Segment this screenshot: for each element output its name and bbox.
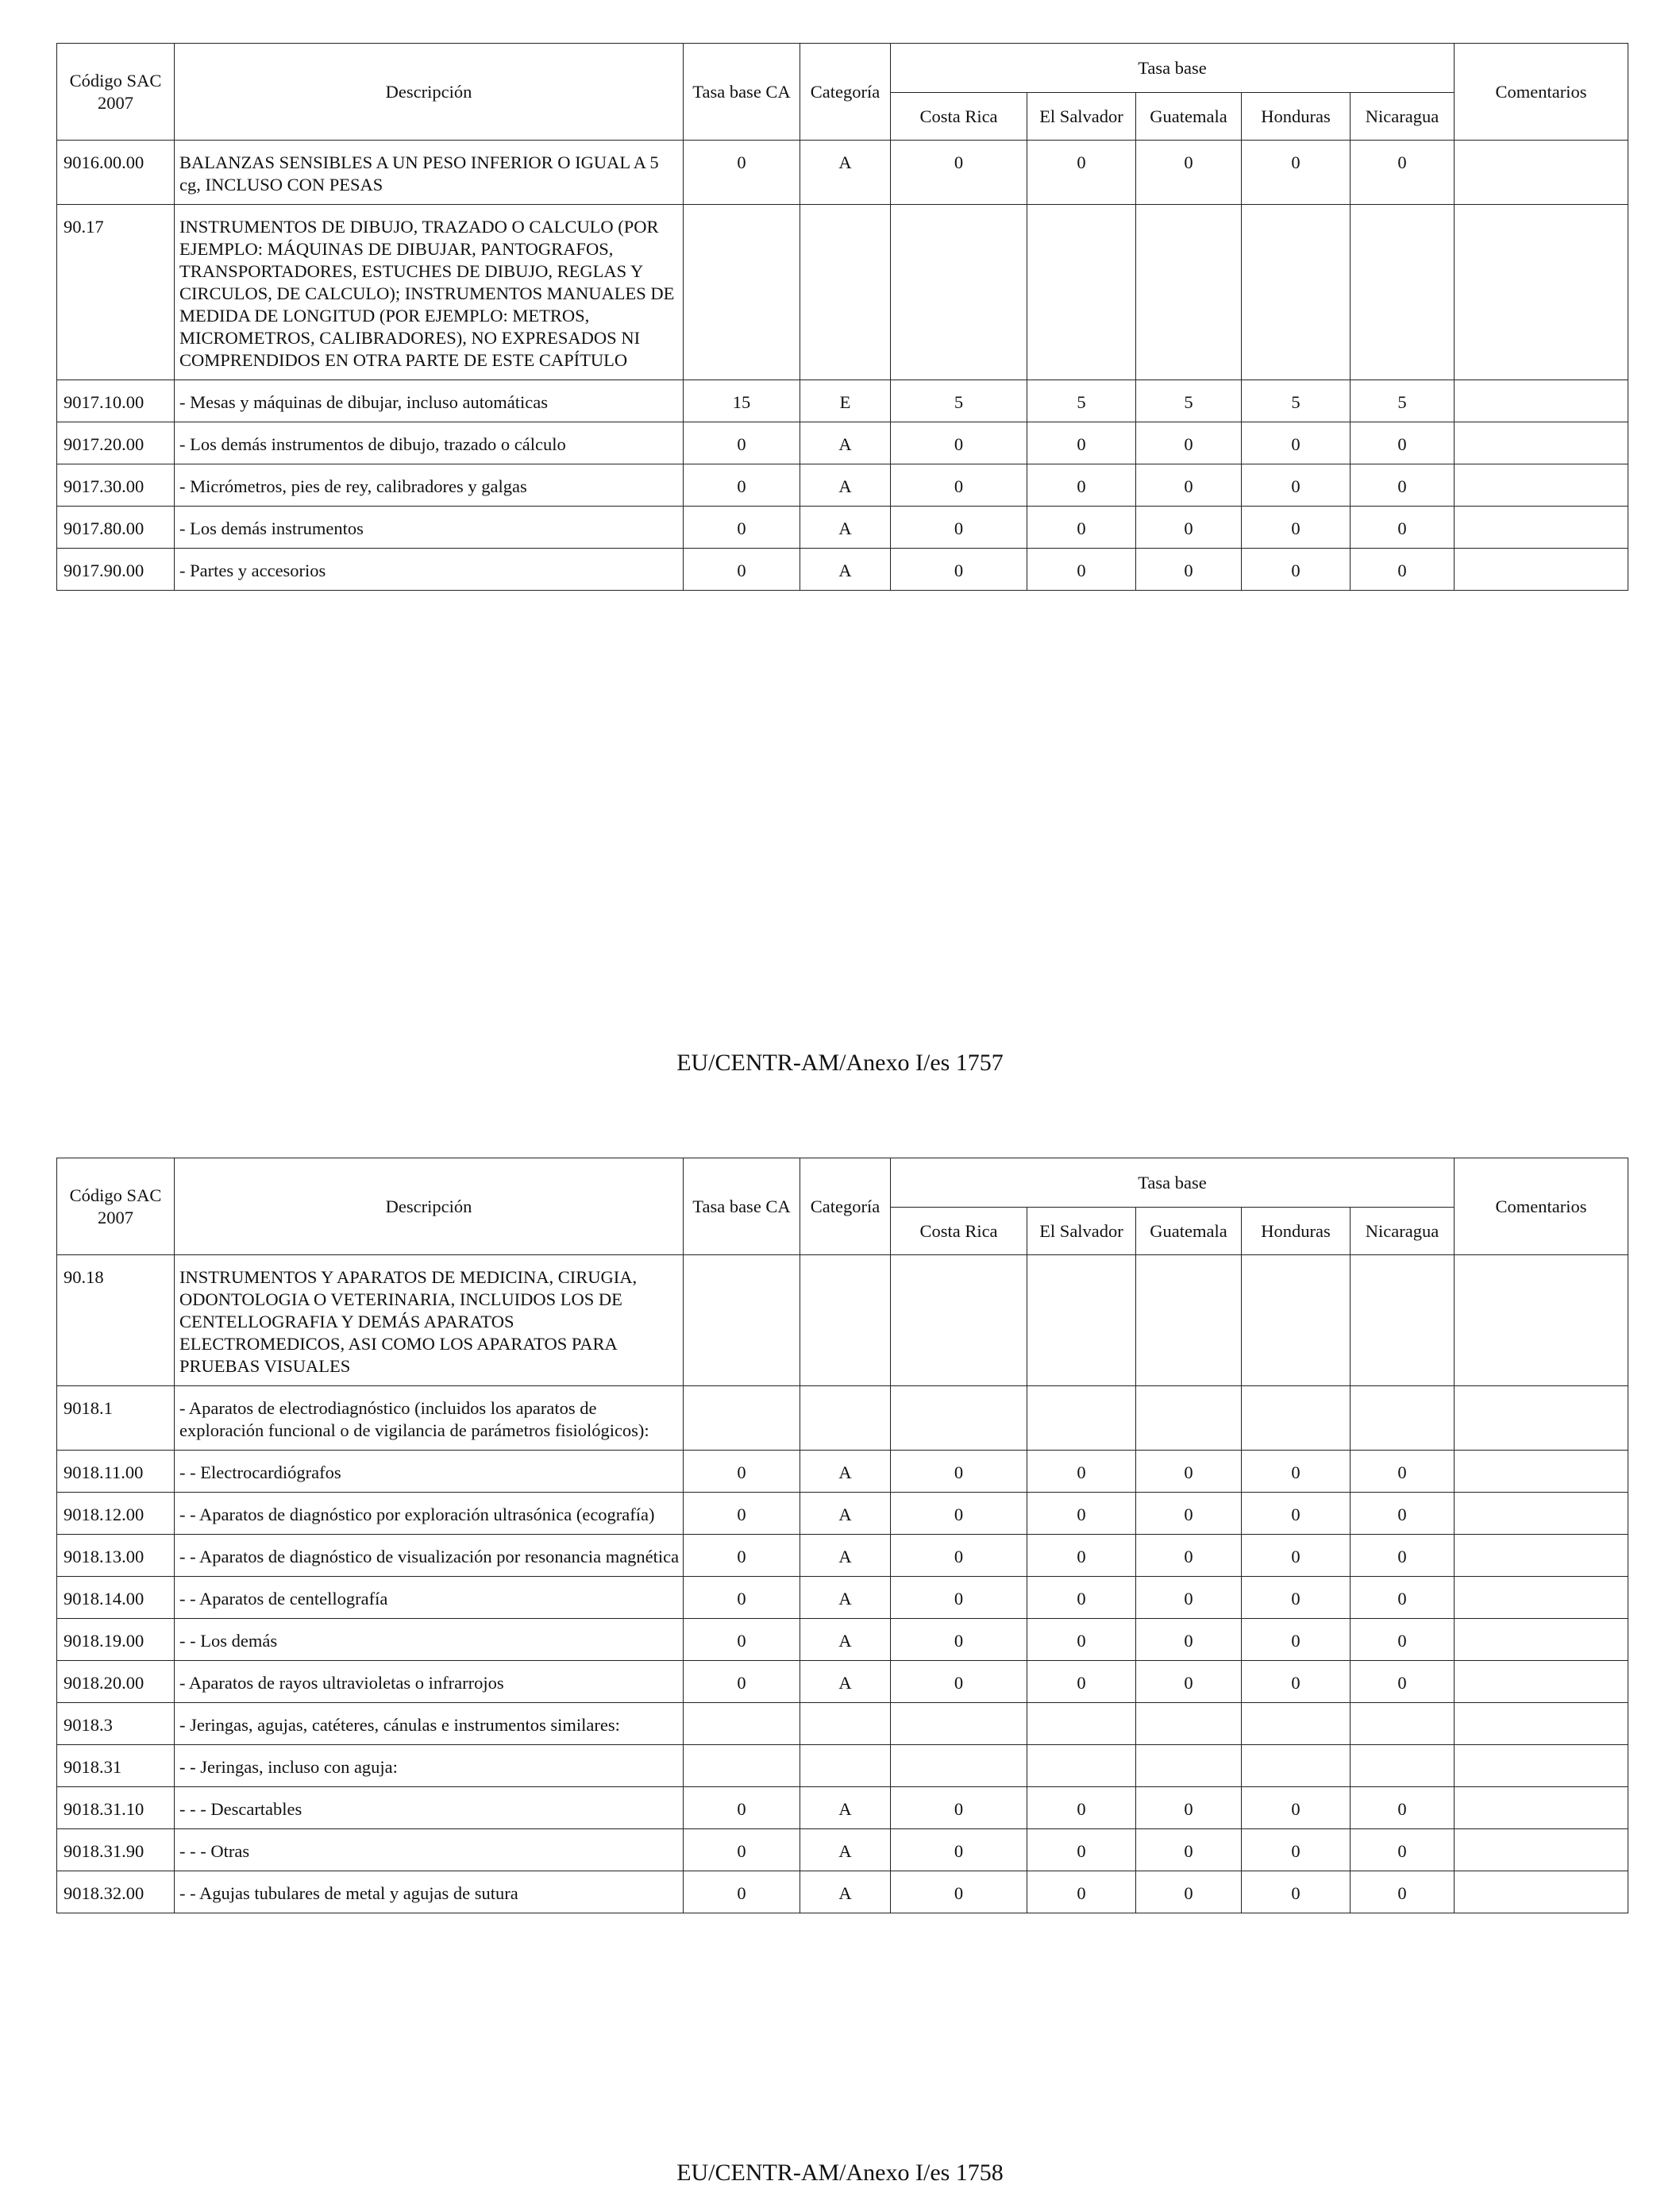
header-categoria: Categoría [800, 44, 891, 141]
tariff-table-page-1758 [56, 1158, 1628, 1913]
table-body [57, 1255, 1628, 1913]
cell-tasa-base-ca [684, 205, 800, 380]
cell-description: - Partes y accesorios [175, 549, 684, 591]
table-row [57, 1255, 1628, 1386]
cell-tasa-base-ca: 0 [684, 464, 800, 507]
cell-rate-nicaragua [1351, 205, 1455, 380]
header-country: Honduras [1242, 93, 1351, 141]
cell-description: - Micrómetros, pies de rey, calibradores y galgas [175, 464, 684, 507]
cell-tasa-base-ca: 0 [684, 1619, 800, 1661]
page-footer: EU/CENTR-AM/Anexo I/es 1758 [676, 2160, 1004, 2186]
cell-categoria: A [800, 1451, 891, 1493]
table-row [57, 1619, 1628, 1661]
cell-code: 9018.31.10 [57, 1787, 175, 1829]
cell-comentarios [1455, 464, 1628, 507]
cell-description: - Los demás instrumentos de dibujo, trazado o cálculo [175, 422, 684, 464]
cell-rate-nicaragua [1351, 1386, 1455, 1451]
cell-description: - - Agujas tubulares de metal y agujas de sutura [175, 1871, 684, 1913]
cell-rate-guatemala: 0 [1136, 464, 1242, 507]
cell-rate-honduras: 0 [1242, 1619, 1351, 1661]
cell-description: - Aparatos de electrodiagnóstico (incluidos los aparatos de exploración funcional o de vigilancia de parámetros fisiológicos): [175, 1386, 684, 1451]
cell-tasa-base-ca: 0 [684, 1577, 800, 1619]
cell-comentarios [1455, 1451, 1628, 1493]
cell-rate-costa-rica: 0 [891, 141, 1027, 205]
cell-rate-guatemala: 0 [1136, 549, 1242, 591]
cell-categoria: A [800, 549, 891, 591]
header-comentarios: Comentarios [1455, 1158, 1628, 1255]
cell-code: 9017.80.00 [57, 507, 175, 549]
table-row [57, 380, 1628, 422]
cell-description: - - - Otras [175, 1829, 684, 1871]
cell-comentarios [1455, 1745, 1628, 1787]
table-row [57, 1871, 1628, 1913]
cell-rate-el-salvador: 0 [1027, 422, 1136, 464]
cell-rate-honduras: 0 [1242, 1829, 1351, 1871]
cell-rate-nicaragua: 0 [1351, 1787, 1455, 1829]
cell-rate-nicaragua: 0 [1351, 464, 1455, 507]
cell-rate-honduras [1242, 1255, 1351, 1386]
cell-rate-guatemala: 0 [1136, 1535, 1242, 1577]
cell-categoria: A [800, 507, 891, 549]
cell-tasa-base-ca: 0 [684, 1661, 800, 1703]
cell-code: 9017.30.00 [57, 464, 175, 507]
cell-code: 9017.20.00 [57, 422, 175, 464]
cell-rate-guatemala [1136, 1703, 1242, 1745]
table-row [57, 1451, 1628, 1493]
cell-categoria: A [800, 1535, 891, 1577]
cell-tasa-base-ca: 0 [684, 1829, 800, 1871]
cell-rate-guatemala [1136, 1745, 1242, 1787]
cell-rate-costa-rica: 0 [891, 1451, 1027, 1493]
cell-tasa-base-ca [684, 1386, 800, 1451]
cell-comentarios [1455, 1535, 1628, 1577]
cell-rate-el-salvador: 0 [1027, 1619, 1136, 1661]
cell-rate-nicaragua: 0 [1351, 1661, 1455, 1703]
cell-tasa-base-ca: 0 [684, 1871, 800, 1913]
cell-tasa-base-ca: 0 [684, 549, 800, 591]
cell-rate-costa-rica: 0 [891, 422, 1027, 464]
cell-tasa-base-ca: 0 [684, 422, 800, 464]
cell-categoria [800, 205, 891, 380]
cell-comentarios [1455, 380, 1628, 422]
cell-rate-el-salvador: 0 [1027, 1535, 1136, 1577]
cell-rate-costa-rica: 0 [891, 1871, 1027, 1913]
header-country: Guatemala [1136, 1208, 1242, 1255]
cell-rate-costa-rica [891, 1386, 1027, 1451]
cell-description: - - Aparatos de diagnóstico por exploración ultrasónica (ecografía) [175, 1493, 684, 1535]
cell-categoria [800, 1745, 891, 1787]
cell-categoria: A [800, 141, 891, 205]
table-row [57, 1535, 1628, 1577]
cell-rate-el-salvador [1027, 1703, 1136, 1745]
cell-categoria: E [800, 380, 891, 422]
cell-rate-nicaragua [1351, 1255, 1455, 1386]
cell-code: 9018.3 [57, 1703, 175, 1745]
cell-rate-el-salvador: 0 [1027, 1661, 1136, 1703]
cell-rate-guatemala: 5 [1136, 380, 1242, 422]
cell-rate-nicaragua: 0 [1351, 1619, 1455, 1661]
cell-rate-nicaragua [1351, 1703, 1455, 1745]
cell-tasa-base-ca [684, 1703, 800, 1745]
cell-rate-honduras: 0 [1242, 507, 1351, 549]
cell-rate-honduras: 0 [1242, 549, 1351, 591]
cell-description: - - Aparatos de centellografía [175, 1577, 684, 1619]
table-row [57, 549, 1628, 591]
cell-comentarios [1455, 1703, 1628, 1745]
cell-rate-honduras: 0 [1242, 1661, 1351, 1703]
cell-categoria: A [800, 1619, 891, 1661]
cell-rate-nicaragua: 5 [1351, 380, 1455, 422]
cell-rate-el-salvador: 0 [1027, 141, 1136, 205]
table-row [57, 1745, 1628, 1787]
header-descripcion: Descripción [175, 44, 684, 141]
cell-tasa-base-ca [684, 1745, 800, 1787]
cell-tasa-base-ca: 0 [684, 1451, 800, 1493]
cell-categoria: A [800, 1787, 891, 1829]
cell-rate-costa-rica: 0 [891, 1787, 1027, 1829]
cell-rate-el-salvador: 0 [1027, 464, 1136, 507]
cell-code: 90.17 [57, 205, 175, 380]
cell-description: - Mesas y máquinas de dibujar, incluso automáticas [175, 380, 684, 422]
header-country: Costa Rica [891, 1208, 1027, 1255]
cell-rate-guatemala: 0 [1136, 1871, 1242, 1913]
tariff-table-page-1757 [56, 43, 1628, 591]
cell-rate-nicaragua: 0 [1351, 1871, 1455, 1913]
cell-description: - - Electrocardiógrafos [175, 1451, 684, 1493]
cell-rate-costa-rica [891, 1255, 1027, 1386]
cell-rate-costa-rica: 0 [891, 549, 1027, 591]
header-categoria: Categoría [800, 1158, 891, 1255]
cell-code: 90.18 [57, 1255, 175, 1386]
cell-tasa-base-ca: 0 [684, 141, 800, 205]
cell-categoria: A [800, 422, 891, 464]
cell-code: 9018.32.00 [57, 1871, 175, 1913]
cell-categoria [800, 1255, 891, 1386]
cell-code: 9017.90.00 [57, 549, 175, 591]
cell-comentarios [1455, 1787, 1628, 1829]
cell-rate-guatemala: 0 [1136, 1493, 1242, 1535]
cell-comentarios [1455, 1493, 1628, 1535]
cell-rate-guatemala: 0 [1136, 141, 1242, 205]
cell-rate-nicaragua: 0 [1351, 1493, 1455, 1535]
cell-code: 9017.10.00 [57, 380, 175, 422]
table-body [57, 141, 1628, 591]
cell-tasa-base-ca: 0 [684, 1535, 800, 1577]
table-row [57, 141, 1628, 205]
cell-description: INSTRUMENTOS Y APARATOS DE MEDICINA, CIRUGIA, ODONTOLOGIA O VETERINARIA, INCLUIDOS LOS DE CENTELLOGRAFIA Y DEMÁS APARATOS ELECTROMEDICOS, ASI COMO LOS APARATOS PARA PRUEBAS VISUALES [175, 1255, 684, 1386]
cell-rate-honduras: 0 [1242, 141, 1351, 205]
cell-comentarios [1455, 507, 1628, 549]
table-row [57, 1493, 1628, 1535]
cell-description: INSTRUMENTOS DE DIBUJO, TRAZADO O CALCULO (POR EJEMPLO: MÁQUINAS DE DIBUJAR, PANTOGRAFOS, TRANSPORTADORES, ESTUCHES DE DIBUJO, REGLAS Y CIRCULOS, DE CALCULO); INSTRUMENTOS MANUALES DE MEDIDA DE LONGITUD (POR EJEMPLO: METROS, MICROMETROS, CALIBRADORES), NO EXPRESADOS NI COMPRENDIDOS EN OTRA PARTE DE ESTE CAPÍTULO [175, 205, 684, 380]
cell-comentarios [1455, 1386, 1628, 1451]
cell-tasa-base-ca [684, 1255, 800, 1386]
cell-comentarios [1455, 549, 1628, 591]
cell-code: 9016.00.00 [57, 141, 175, 205]
header-tasa-base-ca: Tasa base CA [684, 44, 800, 141]
cell-rate-honduras: 0 [1242, 464, 1351, 507]
header-codigo: Código SAC 2007 [57, 1158, 175, 1255]
cell-rate-costa-rica: 0 [891, 1493, 1027, 1535]
cell-rate-costa-rica [891, 205, 1027, 380]
cell-code: 9018.31.90 [57, 1829, 175, 1871]
cell-rate-nicaragua: 0 [1351, 1829, 1455, 1871]
cell-categoria: A [800, 1493, 891, 1535]
cell-description: - - - Descartables [175, 1787, 684, 1829]
cell-comentarios [1455, 1577, 1628, 1619]
cell-code: 9018.1 [57, 1386, 175, 1451]
cell-rate-costa-rica: 0 [891, 1577, 1027, 1619]
cell-description: BALANZAS SENSIBLES A UN PESO INFERIOR O IGUAL A 5 cg, INCLUSO CON PESAS [175, 141, 684, 205]
table-row [57, 1703, 1628, 1745]
cell-code: 9018.11.00 [57, 1451, 175, 1493]
cell-description: - - Aparatos de diagnóstico de visualización por resonancia magnética [175, 1535, 684, 1577]
cell-rate-el-salvador: 5 [1027, 380, 1136, 422]
cell-rate-guatemala: 0 [1136, 1661, 1242, 1703]
table-row [57, 1787, 1628, 1829]
cell-rate-costa-rica [891, 1703, 1027, 1745]
header-tasa-base-ca: Tasa base CA [684, 1158, 800, 1255]
header-country: Nicaragua [1351, 1208, 1455, 1255]
cell-description: - - Los demás [175, 1619, 684, 1661]
cell-comentarios [1455, 422, 1628, 464]
cell-rate-guatemala: 0 [1136, 1577, 1242, 1619]
header-country: Guatemala [1136, 93, 1242, 141]
cell-rate-costa-rica: 0 [891, 507, 1027, 549]
cell-rate-guatemala: 0 [1136, 1829, 1242, 1871]
cell-rate-nicaragua: 0 [1351, 549, 1455, 591]
cell-rate-costa-rica: 0 [891, 1661, 1027, 1703]
cell-tasa-base-ca: 0 [684, 507, 800, 549]
cell-rate-honduras: 0 [1242, 1577, 1351, 1619]
header-country: Costa Rica [891, 93, 1027, 141]
cell-rate-honduras: 5 [1242, 380, 1351, 422]
cell-rate-el-salvador: 0 [1027, 1577, 1136, 1619]
cell-rate-el-salvador: 0 [1027, 1829, 1136, 1871]
cell-rate-costa-rica: 0 [891, 1535, 1027, 1577]
cell-code: 9018.12.00 [57, 1493, 175, 1535]
cell-rate-costa-rica: 0 [891, 464, 1027, 507]
cell-rate-el-salvador [1027, 205, 1136, 380]
cell-categoria: A [800, 1577, 891, 1619]
cell-rate-guatemala: 0 [1136, 1619, 1242, 1661]
cell-code: 9018.13.00 [57, 1535, 175, 1577]
cell-rate-guatemala: 0 [1136, 1787, 1242, 1829]
cell-code: 9018.14.00 [57, 1577, 175, 1619]
cell-description: - - Jeringas, incluso con aguja: [175, 1745, 684, 1787]
cell-rate-nicaragua: 0 [1351, 1535, 1455, 1577]
cell-description: - Aparatos de rayos ultravioletas o infrarrojos [175, 1661, 684, 1703]
cell-code: 9018.20.00 [57, 1661, 175, 1703]
table-row [57, 507, 1628, 549]
table-row [57, 422, 1628, 464]
cell-rate-el-salvador: 0 [1027, 1787, 1136, 1829]
cell-rate-el-salvador: 0 [1027, 1451, 1136, 1493]
cell-rate-nicaragua: 0 [1351, 1451, 1455, 1493]
cell-categoria: A [800, 1661, 891, 1703]
cell-rate-guatemala [1136, 205, 1242, 380]
header-country: El Salvador [1027, 1208, 1136, 1255]
cell-rate-guatemala: 0 [1136, 422, 1242, 464]
cell-description: - Los demás instrumentos [175, 507, 684, 549]
cell-rate-el-salvador: 0 [1027, 549, 1136, 591]
header-country: Honduras [1242, 1208, 1351, 1255]
cell-rate-costa-rica: 0 [891, 1619, 1027, 1661]
cell-description: - Jeringas, agujas, catéteres, cánulas e instrumentos similares: [175, 1703, 684, 1745]
cell-rate-nicaragua: 0 [1351, 141, 1455, 205]
cell-comentarios [1455, 205, 1628, 380]
cell-rate-nicaragua: 0 [1351, 507, 1455, 549]
cell-rate-el-salvador [1027, 1745, 1136, 1787]
header-country: Nicaragua [1351, 93, 1455, 141]
cell-categoria: A [800, 1829, 891, 1871]
cell-rate-costa-rica: 5 [891, 380, 1027, 422]
cell-categoria: A [800, 464, 891, 507]
header-comentarios: Comentarios [1455, 44, 1628, 141]
cell-rate-nicaragua: 0 [1351, 1577, 1455, 1619]
cell-categoria: A [800, 1871, 891, 1913]
cell-comentarios [1455, 1661, 1628, 1703]
cell-tasa-base-ca: 0 [684, 1493, 800, 1535]
cell-rate-honduras [1242, 1386, 1351, 1451]
header-tasa-base: Tasa base [891, 1158, 1455, 1208]
cell-rate-honduras: 0 [1242, 422, 1351, 464]
cell-rate-guatemala: 0 [1136, 1451, 1242, 1493]
cell-rate-honduras: 0 [1242, 1871, 1351, 1913]
table-row [57, 464, 1628, 507]
header-country: El Salvador [1027, 93, 1136, 141]
cell-rate-nicaragua [1351, 1745, 1455, 1787]
cell-rate-el-salvador [1027, 1255, 1136, 1386]
table-row [57, 1829, 1628, 1871]
header-codigo: Código SAC 2007 [57, 44, 175, 141]
cell-rate-nicaragua: 0 [1351, 422, 1455, 464]
cell-rate-honduras [1242, 1703, 1351, 1745]
cell-rate-el-salvador: 0 [1027, 1871, 1136, 1913]
cell-categoria [800, 1386, 891, 1451]
cell-comentarios [1455, 1871, 1628, 1913]
cell-code: 9018.19.00 [57, 1619, 175, 1661]
cell-tasa-base-ca: 15 [684, 380, 800, 422]
cell-rate-costa-rica [891, 1745, 1027, 1787]
cell-code: 9018.31 [57, 1745, 175, 1787]
page-footer: EU/CENTR-AM/Anexo I/es 1757 [676, 1050, 1004, 1076]
cell-comentarios [1455, 1255, 1628, 1386]
cell-rate-honduras [1242, 205, 1351, 380]
cell-rate-guatemala: 0 [1136, 507, 1242, 549]
cell-rate-guatemala [1136, 1255, 1242, 1386]
cell-comentarios [1455, 1619, 1628, 1661]
cell-rate-el-salvador: 0 [1027, 507, 1136, 549]
cell-rate-honduras [1242, 1745, 1351, 1787]
cell-rate-costa-rica: 0 [891, 1829, 1027, 1871]
cell-rate-el-salvador [1027, 1386, 1136, 1451]
table-row [57, 1577, 1628, 1619]
cell-rate-el-salvador: 0 [1027, 1493, 1136, 1535]
cell-comentarios [1455, 1829, 1628, 1871]
cell-categoria [800, 1703, 891, 1745]
table-row [57, 205, 1628, 380]
cell-tasa-base-ca: 0 [684, 1787, 800, 1829]
table-row [57, 1386, 1628, 1451]
cell-rate-honduras: 0 [1242, 1451, 1351, 1493]
cell-rate-honduras: 0 [1242, 1787, 1351, 1829]
header-tasa-base: Tasa base [891, 44, 1455, 93]
cell-comentarios [1455, 141, 1628, 205]
cell-rate-honduras: 0 [1242, 1493, 1351, 1535]
header-descripcion: Descripción [175, 1158, 684, 1255]
cell-rate-guatemala [1136, 1386, 1242, 1451]
table-row [57, 1661, 1628, 1703]
cell-rate-honduras: 0 [1242, 1535, 1351, 1577]
